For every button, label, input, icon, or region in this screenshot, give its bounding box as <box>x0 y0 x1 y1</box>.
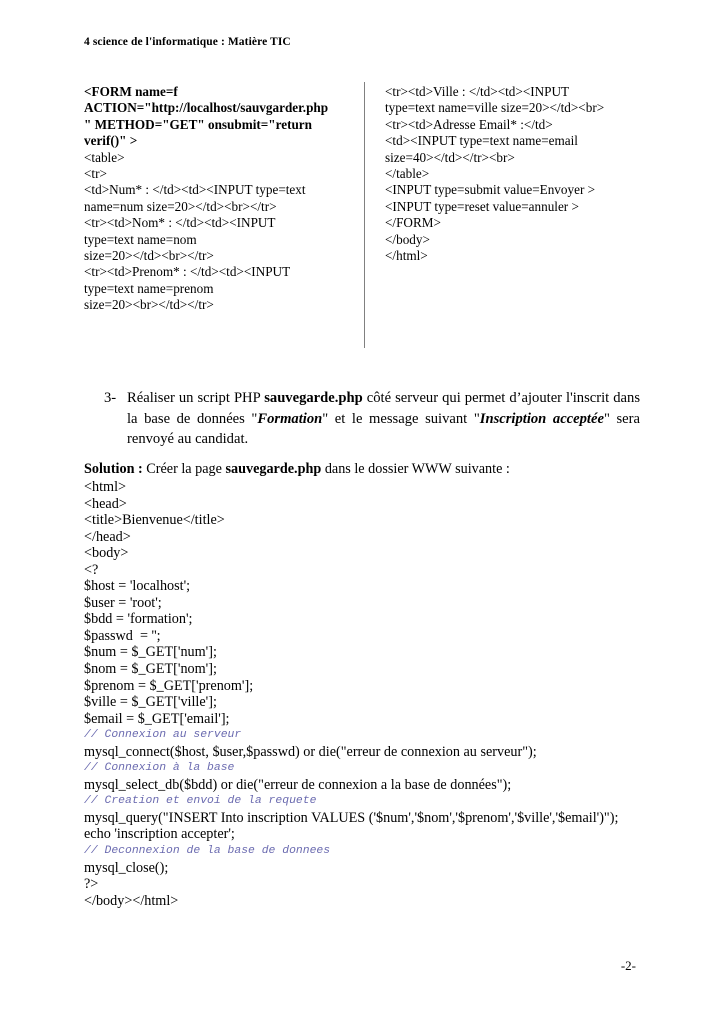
php-code-line: $user = 'root'; <box>84 594 162 611</box>
question-3-part4: " sera renvoyé au candidat. <box>127 410 640 448</box>
php-comment-line: // Creation et envoi de la requete <box>84 795 317 808</box>
php-code-line: $bdd = 'formation'; <box>84 611 193 628</box>
column-divider <box>364 82 365 348</box>
solution-intro-after: dans le dossier WWW suivante : <box>321 461 510 477</box>
form-code-right-line: size=40></td></tr><br> <box>385 149 515 165</box>
form-code-left-line: size=20></td><br></tr> <box>84 248 214 264</box>
form-code-right-line: type=text name=ville size=20></td><br> <box>385 100 605 116</box>
form-code-right-line: <tr><td>Ville : </td><td><INPUT <box>385 84 570 99</box>
form-code-left-line: verif()" > <box>84 133 138 149</box>
php-code-line: $prenom = $_GET['prenom']; <box>84 677 254 694</box>
question-3-text <box>127 388 640 450</box>
php-code-line: <html> <box>84 479 127 495</box>
php-code-line: mysql_close(); <box>84 859 169 876</box>
form-code-left-line: type=text name=prenom <box>84 280 214 296</box>
form-code-left-line: ACTION="http://localhost/sauvgarder.php <box>84 100 329 116</box>
php-code-line: echo 'inscription accepter'; <box>84 826 235 843</box>
php-code-line: $num = $_GET['num']; <box>84 644 217 661</box>
form-code-left-line: <FORM name=f <box>84 84 178 99</box>
code-column-right <box>385 84 640 264</box>
html-form-code-two-columns <box>84 84 640 352</box>
solution-file-name: sauvegarde.php <box>225 461 322 477</box>
php-code-line: </body></html> <box>84 892 179 909</box>
php-code-line: $ville = $_GET['ville']; <box>84 694 217 711</box>
form-code-right-line: </html> <box>385 248 428 264</box>
solution-intro-before: Créer la page <box>142 461 226 477</box>
question-item-3 <box>104 388 640 450</box>
form-code-right-line: </FORM> <box>385 215 441 231</box>
question-3-part1: Réaliser un script PHP <box>127 390 265 406</box>
solution-label: Solution : <box>84 461 143 477</box>
php-code-line: <? <box>84 561 99 578</box>
form-code-right-line: <INPUT type=submit value=Envoyer > <box>385 182 596 198</box>
form-code-left-line: size=20><br></td></tr> <box>84 297 214 313</box>
form-code-left-line: <td>Num* : </td><td><INPUT type=text <box>84 182 306 198</box>
form-code-left-line: <tr><td>Prenom* : </td><td><INPUT <box>84 264 291 280</box>
form-code-right-line: </table> <box>385 166 430 182</box>
form-code-left-line: <table> <box>84 149 125 165</box>
php-code-line: <body> <box>84 545 129 562</box>
question-3-script-name: sauvegarde.php <box>264 390 363 406</box>
form-code-left-line: type=text name=nom <box>84 231 197 247</box>
php-code-line: </head> <box>84 528 131 545</box>
php-code-line: $email = $_GET['email']; <box>84 710 230 727</box>
php-source-listing <box>84 479 644 909</box>
php-code-line: $host = 'localhost'; <box>84 578 191 595</box>
php-code-line: $passwd = ''; <box>84 627 161 644</box>
php-code-line: $nom = $_GET['nom']; <box>84 661 217 678</box>
php-comment-line: // Connexion au serveur <box>84 729 242 742</box>
page-number: -2- <box>620 958 636 973</box>
question-3-message: Inscription acceptée <box>479 410 604 427</box>
php-code-line: mysql_connect($host, $user,$passwd) or die("erreur de connexion au serveur"); <box>84 743 537 760</box>
php-code-line: <title>Bienvenue</title> <box>84 512 225 529</box>
question-3-part2: côté serveur qui permet d’ajouter l'inscrit dans la base de données " <box>127 390 641 427</box>
code-column-left <box>84 84 356 314</box>
php-comment-line: // Deconnexion de la base de donnees <box>84 845 331 858</box>
form-code-left-line: name=num size=20></td><br></tr> <box>84 198 277 214</box>
question-3-marker: 3- <box>104 390 117 406</box>
form-code-right-line: <INPUT type=reset value=annuler > <box>385 198 579 214</box>
form-code-right-line: </body> <box>385 231 430 247</box>
form-code-left-line: <tr> <box>84 166 107 182</box>
php-code-line: ?> <box>84 876 99 893</box>
form-code-left-line: " METHOD="GET" onsubmit="return <box>84 116 312 132</box>
question-3-part3: " et le message suivant " <box>322 410 480 427</box>
form-code-right-line: <td><INPUT type=text name=email <box>385 133 578 149</box>
php-comment-line: // Connexion à la base <box>84 762 235 775</box>
php-code-line: <head> <box>84 495 127 512</box>
php-code-line: mysql_select_db($bdd) or die("erreur de connexion a la base de données"); <box>84 776 512 793</box>
solution-intro <box>84 461 510 478</box>
form-code-right-line: <tr><td>Adresse Email* :</td> <box>385 116 553 132</box>
php-code-line: mysql_query("INSERT Into inscription VALUES ('$num','$nom','$prenom','$ville','$email')"); <box>84 809 619 826</box>
question-3-db-name: Formation <box>257 410 323 427</box>
form-code-left-line: <tr><td>Nom* : </td><td><INPUT <box>84 215 276 231</box>
document-header: 4 science de l'informatique : Matière TIC <box>84 36 291 48</box>
